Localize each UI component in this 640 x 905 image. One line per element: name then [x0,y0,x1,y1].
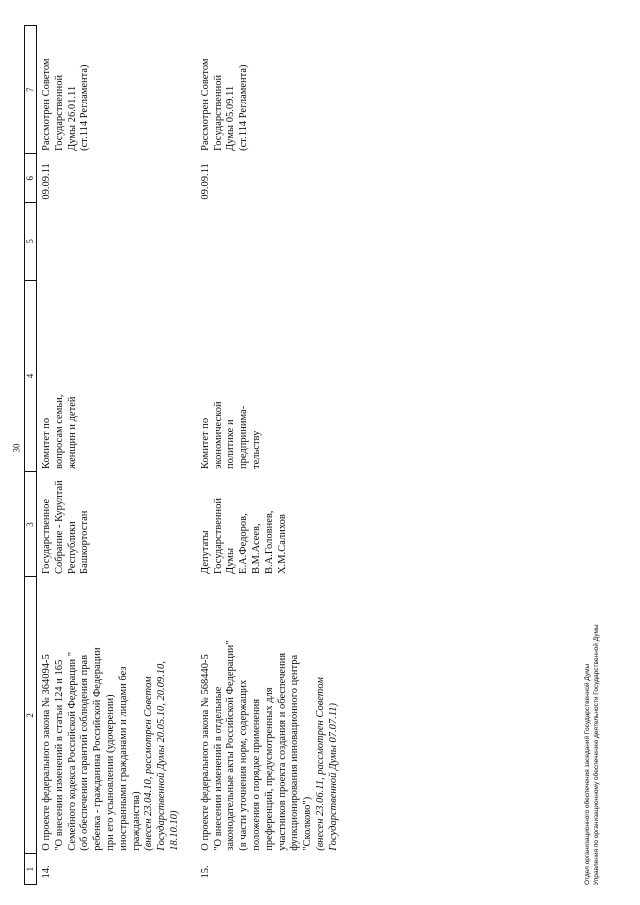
column-5-cell [196,203,341,280]
column-5-cell [36,203,181,280]
bill-cell [36,577,181,854]
date-cell: 09.09.11 [199,163,211,200]
bills-table [24,25,341,885]
row-number: 15. [199,865,211,879]
row-number: 14. [40,865,52,879]
bill-author: Государственное Собрание - Курултай Республики Башкортостан [40,480,91,574]
footer-line-2: Управления по организационному обеспечению деятельности Государственной Думы [592,624,600,885]
status-cell: Рассмотрен Советом Государственной Думы 26.01.11 (ст.114 Регламента) [40,58,91,151]
bill-text: О проекте федерального закона № 364094-5 "О внесении изменений в статьи 124 и 165 Семейного кодекса Российской Федерации " (об обеспечении гарантий соблюдения прав ребенка - гражданина Российской Федерации при его усыновлении (удочерении) иностранными гражданами и лицами без гражданства) [40,647,142,851]
date-cell: 09.09.11 [40,163,52,200]
column-header-3: 3 [25,472,37,577]
status-cell: Рассмотрен Советом Государственной Думы 05.09.11 (ст.114 Регламента) [199,58,250,151]
footer [584,624,602,885]
bill-note: (внесен 23.04.10, рассмотрен Советом Государственной Думы 20.05.10, 20.09.10, 18.10.10) [143,661,180,851]
column-header-5: 5 [25,203,37,280]
page-number: 30 [11,443,22,453]
column-header-4: 4 [25,280,37,472]
footer-line-1: Отдел организационного обеспечения заседаний Государственной Думы [584,663,591,885]
bill-text: О проекте федерального закона № 568440-5 "О внесении изменений в отдельные законодательные акты Российской Федерации" (в части уточнения норм, содержащих положения о порядке применения преференций, предусмотренных для участников проекта создания и обеспечения функционирования инновационного центра "Сколково") [199,640,314,851]
column-header-1: 1 [25,854,37,885]
column-header-row [25,26,37,885]
column-header-2: 2 [25,577,37,854]
responsible-committee: Комитет по экономической политике и предпринима- тельству [199,401,262,469]
table-row [36,26,181,885]
responsible-committee: Комитет по вопросам семьи, женщин и детей [40,394,78,469]
document-body [24,20,624,885]
table-row [196,26,341,885]
column-header-7: 7 [25,26,37,154]
column-header-6: 6 [25,154,37,203]
bill-note: (внесен 23.06.11, рассмотрен Советом Государственной Думы 07.07.11) [314,677,339,851]
bill-cell [196,577,341,854]
bill-author: Депутаты Государственной Думы Е.А.Федоров, В.М.Асеев, В.А.Головнев, Х.М.Салихов [199,498,288,574]
